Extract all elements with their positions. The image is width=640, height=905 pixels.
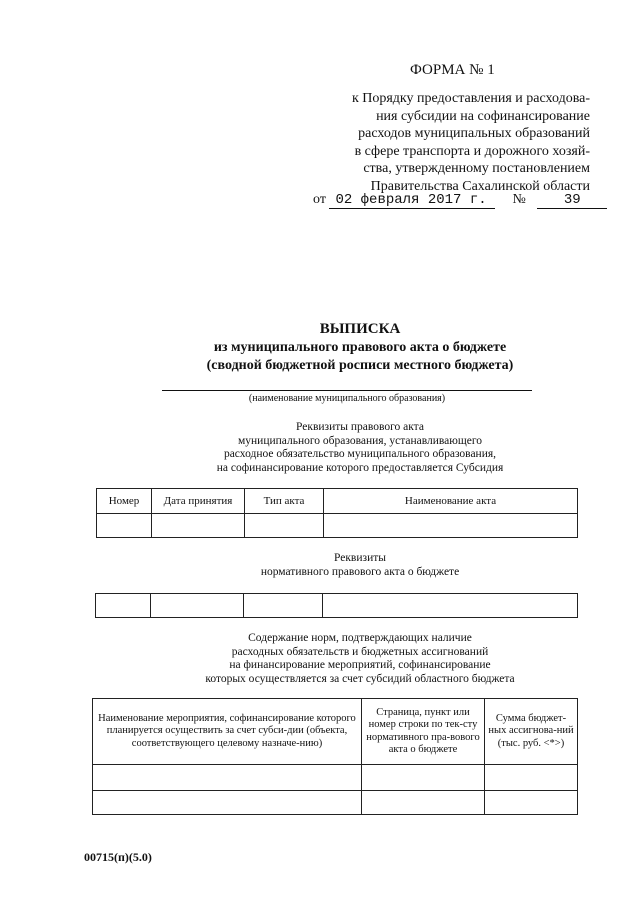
section-line: муниципального образования, устанавливающего bbox=[237, 434, 483, 447]
section-budget-act-heading bbox=[120, 552, 600, 579]
table-cell bbox=[93, 791, 362, 815]
table-cell bbox=[151, 594, 244, 618]
table-cell bbox=[323, 594, 578, 618]
col-measure-name: Наименование мероприятия, софинансирование которого планируется осуществить за счет субси-дии (объекта, соответствующего целевому назначе-нию) bbox=[93, 699, 362, 765]
order-line: в сфере транспорта и дорожного хозяй- bbox=[354, 143, 590, 159]
table-cell bbox=[152, 514, 245, 538]
col-act-name: Наименование акта bbox=[324, 489, 578, 514]
col-page-reference: Страница, пункт или номер строки по тек-сту нормативного пра-вового акта о бюджете bbox=[362, 699, 485, 765]
order-line: к Порядку предоставления и расходова- bbox=[351, 91, 590, 106]
document-subtitle: из муниципального правового акта о бюджете bbox=[213, 340, 507, 355]
table-header-row bbox=[97, 489, 578, 514]
section-line: Реквизиты правового акта bbox=[296, 421, 424, 433]
resolution-date-line bbox=[313, 192, 607, 209]
order-line: ния субсидии на софинансирование bbox=[376, 108, 590, 124]
order-line: Правительства Сахалинской области bbox=[370, 178, 590, 194]
table-row bbox=[93, 791, 578, 815]
section-norms-heading bbox=[120, 632, 600, 686]
resolution-number: 39 bbox=[537, 192, 607, 209]
col-adoption-date: Дата принятия bbox=[152, 489, 245, 514]
order-reference bbox=[300, 90, 590, 195]
legal-act-table bbox=[96, 488, 578, 538]
budget-act-table bbox=[95, 593, 578, 618]
col-act-type: Тип акта bbox=[245, 489, 324, 514]
section-line: нормативного правового акта о бюджете bbox=[260, 565, 460, 578]
table-cell bbox=[485, 791, 578, 815]
section-line: которых осуществляется за счет субсидий областного бюджета bbox=[205, 672, 515, 685]
municipality-caption: (наименование муниципального образования) bbox=[248, 393, 446, 404]
table-cell bbox=[93, 765, 362, 791]
table-cell bbox=[362, 791, 485, 815]
table-header-row bbox=[93, 699, 578, 765]
section-legal-act-heading bbox=[120, 421, 600, 475]
table-cell bbox=[485, 765, 578, 791]
municipality-fill-line bbox=[162, 390, 532, 391]
table-row bbox=[97, 514, 578, 538]
col-allocation-sum: Сумма бюджет-ных ассигнова-ний (тыс. руб. <*>) bbox=[485, 699, 578, 765]
section-line: расходное обязательство муниципального образования, bbox=[223, 448, 497, 460]
table-cell bbox=[324, 514, 578, 538]
section-line: расходных обязательств и бюджетных ассигнований bbox=[231, 645, 489, 658]
form-code: 00715(п)(5.0) bbox=[84, 850, 152, 864]
section-line: Реквизиты bbox=[334, 552, 386, 564]
date-prefix: от bbox=[313, 192, 326, 207]
table-cell bbox=[96, 594, 151, 618]
table-cell bbox=[362, 765, 485, 791]
order-line: ства, утвержденному постановлением bbox=[363, 161, 590, 176]
table-cell bbox=[97, 514, 152, 538]
table-row bbox=[93, 765, 578, 791]
number-prefix: № bbox=[512, 192, 526, 207]
table-cell bbox=[244, 594, 323, 618]
norms-table bbox=[92, 698, 578, 815]
section-line: на софинансирование которого предоставляется Субсидия bbox=[216, 461, 504, 474]
document-subtitle-2: (сводной бюджетной росписи местного бюджета) bbox=[206, 358, 514, 373]
section-line: на финансирование мероприятий, софинансирование bbox=[229, 659, 491, 671]
section-line: Содержание норм, подтверждающих наличие bbox=[248, 632, 472, 644]
form-number-label: ФОРМА № 1 bbox=[410, 62, 495, 78]
col-number: Номер bbox=[97, 489, 152, 514]
document-title: ВЫПИСКА bbox=[319, 321, 401, 337]
order-line: расходов муниципальных образований bbox=[358, 126, 590, 141]
table-row bbox=[96, 594, 578, 618]
resolution-date: 02 февраля 2017 г. bbox=[329, 192, 495, 209]
table-cell bbox=[245, 514, 324, 538]
